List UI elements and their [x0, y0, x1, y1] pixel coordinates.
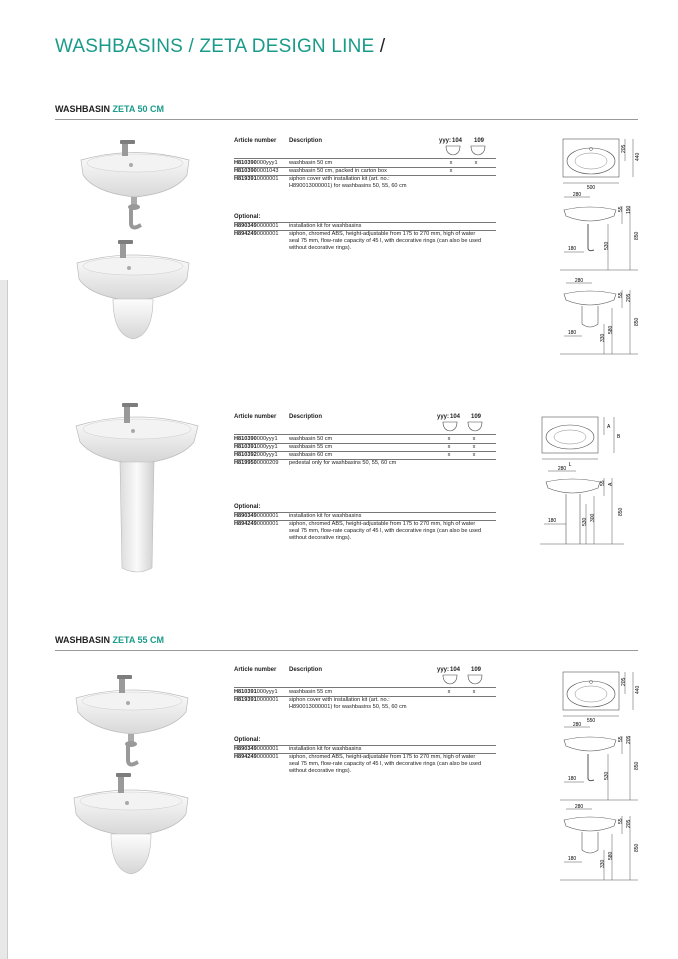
side-bar — [0, 280, 8, 959]
row-description: installation kit for washbasins — [289, 746, 362, 752]
variant-b-mark: x — [472, 436, 476, 442]
variant-basin-icons — [445, 145, 490, 157]
technical-drawing-top-view — [555, 135, 640, 190]
row-description-line2: seal 75 mm, flow-rate capacity of 45 l, with decorative rings (can also be used — [289, 528, 482, 534]
row-description-line2: H890013000001) for washbasins 50, 55, 60 cm — [289, 704, 407, 710]
col-header-description: Description — [289, 138, 323, 144]
dim-h2: 205 — [626, 819, 632, 828]
col-header-variant-b: 109 — [471, 414, 482, 420]
variant-a-mark: x — [449, 160, 453, 166]
dim-top-width: 280 — [572, 722, 582, 728]
dim-depth-1: 205 — [621, 677, 627, 686]
dim-h1: 55 — [618, 736, 624, 742]
table-row: H8193910000001 — [234, 176, 279, 182]
technical-drawing-side-view-half-pedestal-55 — [560, 804, 640, 884]
col-header-variant-a: 104 — [450, 667, 461, 673]
page-title-suffix: / — [379, 36, 386, 57]
dim-h1: 55 — [600, 480, 606, 486]
dim-v1: 330 — [600, 333, 606, 342]
dim-hh2: 850 — [634, 231, 640, 240]
dim-h1: 55 — [618, 292, 624, 298]
dim-v2: 300 — [590, 513, 596, 522]
dim-L: L — [568, 462, 572, 468]
table-row: H8942490000001 — [234, 754, 279, 760]
row-description: washbasin 50 cm — [289, 160, 333, 166]
col-header-description: Description — [289, 667, 323, 673]
variant-basin-icons — [442, 674, 487, 686]
table-row: H8942490000001 — [234, 521, 279, 527]
dim-depth-2: 440 — [635, 685, 641, 694]
variant-a-mark: x — [447, 452, 451, 458]
variant-b-mark: x — [472, 444, 476, 450]
article-table-3 — [234, 667, 496, 787]
dim-v3: 850 — [634, 317, 640, 326]
dim-v2: 580 — [608, 325, 614, 334]
dim-side: 180 — [567, 856, 577, 862]
row-description: washbasin 60 cm — [289, 452, 333, 458]
table-row: H8103900001043 — [234, 168, 279, 174]
row-description: washbasin 50 cm — [289, 436, 333, 442]
dim-top-width: 280 — [572, 192, 582, 198]
variant-a-mark: x — [447, 436, 451, 442]
dim-hh1: 530 — [604, 771, 610, 780]
table-row: H8193910000001 — [234, 697, 279, 703]
row-description: siphon, chromed ABS, height-adjustable from 175 to 270 mm, high of water — [289, 754, 476, 760]
col-header-variant-prefix: yyy: — [439, 138, 452, 144]
page-title — [55, 36, 385, 58]
row-description: pedestal only for washbasins 50, 55, 60 cm — [289, 460, 397, 466]
optional-label: Optional: — [234, 737, 261, 743]
dim-h1: 55 — [618, 818, 624, 824]
dim-A: A — [607, 424, 611, 430]
dim-side: 180 — [567, 776, 577, 782]
col-header-variant-a: 104 — [452, 138, 463, 144]
row-description: installation kit for washbasins — [289, 513, 362, 519]
section-rule — [55, 650, 638, 651]
dim-depth-2: 440 — [635, 152, 641, 161]
variant-a-mark: x — [447, 444, 451, 450]
table-row: H8942490000001 — [234, 231, 279, 237]
row-description: washbasin 55 cm — [289, 444, 333, 450]
section-label: WASHBASIN — [55, 104, 111, 114]
variant-a-mark: x — [449, 168, 453, 174]
variant-b-mark: x — [472, 452, 476, 458]
technical-drawing-side-view-half-pedestal — [560, 278, 640, 358]
row-description: siphon, chromed ABS, height-adjustable from 175 to 270 mm, high of water — [289, 231, 476, 237]
dim-h2: A — [608, 482, 614, 486]
dim-h2: 205 — [626, 293, 632, 302]
row-description: washbasin 50 cm, packed in carton box — [289, 168, 387, 174]
dim-h2: 205 — [626, 735, 632, 744]
row-description: siphon, chromed ABS, height-adjustable from 175 to 270 mm, high of water — [289, 521, 476, 527]
dim-B: B — [617, 434, 621, 440]
section-title-zeta-55 — [55, 635, 164, 645]
washbasin-half-pedestal-photo — [73, 235, 193, 345]
technical-drawing-side-view-siphon — [560, 192, 640, 272]
dim-h1: 55 — [618, 206, 624, 212]
col-header-article: Article number — [234, 138, 277, 144]
article-table-1 — [234, 138, 496, 258]
dim-hh2: 850 — [634, 761, 640, 770]
dim-width: 550 — [586, 718, 596, 724]
variant-a-mark: x — [447, 689, 451, 695]
washbasin-full-pedestal-photo — [72, 400, 202, 580]
row-description: washbasin 55 cm — [289, 689, 333, 695]
variant-basin-icons — [442, 421, 487, 433]
col-header-article: Article number — [234, 414, 277, 420]
dim-v2: 580 — [608, 851, 614, 860]
row-description-line3: without decorative rings). — [289, 768, 352, 774]
row-description-line2: seal 75 mm, flow-rate capacity of 45 l, with decorative rings (can also be used — [289, 238, 482, 244]
variant-b-mark: x — [474, 160, 478, 166]
section-title-zeta-50 — [55, 104, 164, 114]
dim-top-width: 280 — [574, 278, 584, 284]
dim-depth-1: 205 — [621, 144, 627, 153]
washbasin-siphon-photo — [75, 135, 195, 235]
dim-v1: 330 — [600, 859, 606, 868]
col-header-variant-prefix: yyy: — [437, 667, 450, 673]
row-description-line2: H890013000001) for washbasins 50, 55, 60 cm — [289, 183, 407, 189]
dim-top-width: 280 — [557, 466, 567, 472]
table-row: H810392000yyy1 — [234, 452, 278, 458]
table-row: H810391000yyy1 — [234, 689, 278, 695]
table-row: H8903490000001 — [234, 223, 279, 229]
article-table-2 — [234, 414, 496, 554]
row-description-line2: seal 75 mm, flow-rate capacity of 45 l, with decorative rings (can also be used — [289, 761, 482, 767]
row-description: siphon cover with installation kit (art. no.: — [289, 697, 390, 703]
col-header-variant-prefix: yyy: — [437, 414, 450, 420]
technical-drawing-side-view-siphon-55 — [560, 722, 640, 802]
dim-v3: 850 — [634, 843, 640, 852]
table-row: H8199500000209 — [234, 460, 279, 466]
row-description: siphon cover with installation kit (art. no.: — [289, 176, 390, 182]
optional-label: Optional: — [234, 214, 261, 220]
dim-side: 180 — [567, 330, 577, 336]
table-row: H810390000yyy1 — [234, 160, 278, 166]
section-rule — [55, 119, 638, 120]
washbasin-siphon-photo-55 — [72, 672, 192, 772]
dim-hh1: 530 — [604, 241, 610, 250]
technical-drawing-full-pedestal — [540, 466, 630, 548]
table-row: H810390000yyy1 — [234, 436, 278, 442]
dim-top-width: 280 — [574, 804, 584, 810]
row-description: installation kit for washbasins — [289, 223, 362, 229]
col-header-variant-a: 104 — [450, 414, 461, 420]
section-accent-label: ZETA 50 CM — [112, 104, 165, 114]
col-header-variant-b: 109 — [471, 667, 482, 673]
dim-side: 180 — [547, 518, 557, 524]
optional-label: Optional: — [234, 504, 261, 510]
washbasin-half-pedestal-photo-55 — [70, 770, 192, 880]
col-header-article: Article number — [234, 667, 277, 673]
table-row: H8903490000001 — [234, 513, 279, 519]
section-label: WASHBASIN — [55, 635, 111, 645]
technical-drawing-top-view-55 — [555, 668, 640, 723]
row-description-line3: without decorative rings). — [289, 245, 352, 251]
variant-b-mark: x — [472, 689, 476, 695]
col-header-description: Description — [289, 414, 323, 420]
dim-width: 500 — [586, 185, 596, 191]
dim-v3: 850 — [618, 507, 624, 516]
row-description-line3: without decorative rings). — [289, 535, 352, 541]
dim-side: 180 — [567, 246, 577, 252]
table-row: H810391000yyy1 — [234, 444, 278, 450]
page-title-text: WASHBASINS / ZETA DESIGN LINE — [55, 36, 375, 57]
section-accent-label: ZETA 55 CM — [112, 635, 165, 645]
col-header-variant-b: 109 — [474, 138, 485, 144]
dim-v1: 530 — [582, 517, 588, 526]
table-row: H8903490000001 — [234, 746, 279, 752]
dim-h2: 190 — [626, 205, 632, 214]
technical-drawing-top-view-generic — [538, 413, 628, 468]
